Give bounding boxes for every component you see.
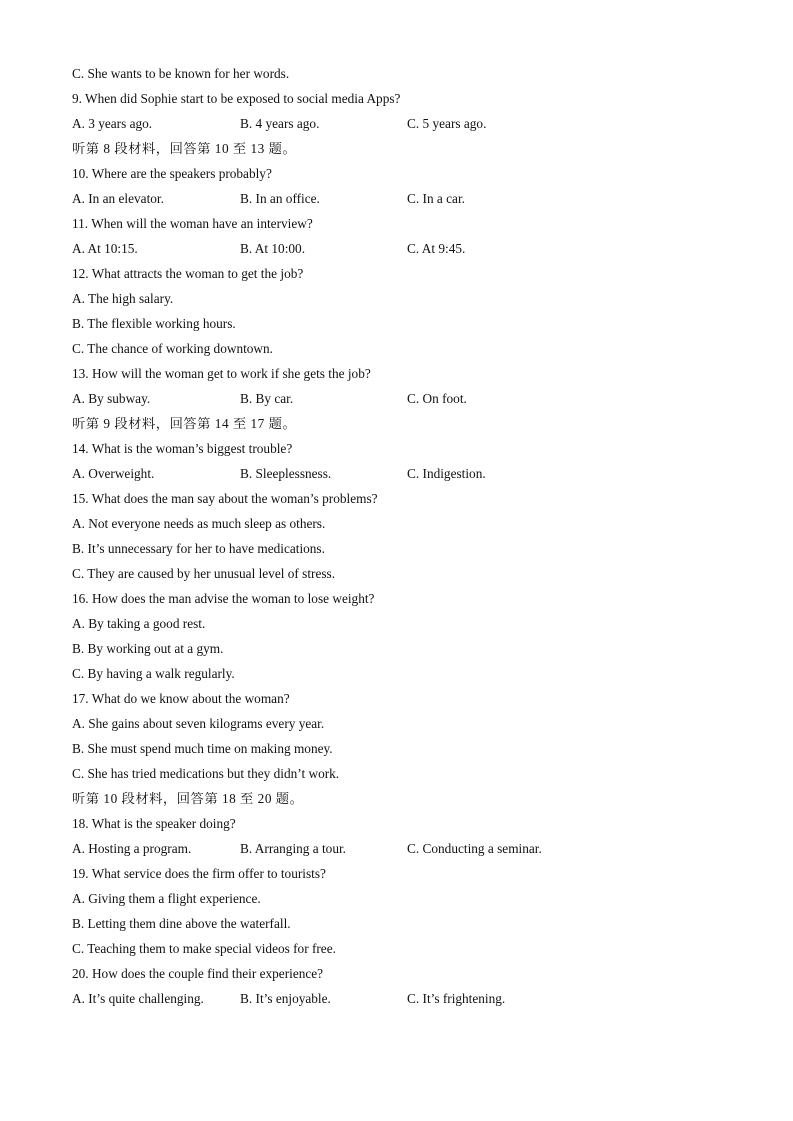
- answer-option: C. At 9:45.: [407, 241, 466, 256]
- question-text: 11. When will the woman have an interview?: [72, 216, 313, 231]
- answer-option: B. It’s unnecessary for her to have medications.: [72, 541, 325, 556]
- answer-option: C. It’s frightening.: [407, 991, 506, 1006]
- answer-option: C. 5 years ago.: [407, 116, 487, 131]
- answer-option: C. On foot.: [407, 391, 467, 406]
- answer-option: A. In an elevator.: [72, 191, 164, 206]
- answer-option: C. Conducting a seminar.: [407, 841, 542, 856]
- question-text: 14. What is the woman’s biggest trouble?: [72, 441, 293, 456]
- section-instruction: 听第 8 段材料，回答第 10 至 13 题。: [72, 141, 297, 156]
- question-text: 18. What is the speaker doing?: [72, 816, 236, 831]
- answer-option: C. Teaching them to make special videos for free.: [72, 941, 336, 956]
- option-row: [72, 239, 752, 264]
- answer-option: C. She has tried medications but they didn’t work.: [72, 766, 340, 781]
- question-text: 13. How will the woman get to work if she gets the job?: [72, 366, 371, 381]
- answer-option: A. At 10:15.: [72, 241, 138, 256]
- answer-option: B. By car.: [240, 391, 294, 406]
- answer-option: A. Not everyone needs as much sleep as others.: [72, 516, 326, 531]
- answer-option: C. Indigestion.: [407, 466, 486, 481]
- option-row: [72, 114, 752, 139]
- section-instruction: 听第 9 段材料，回答第 14 至 17 题。: [72, 416, 297, 431]
- option-row: [72, 389, 752, 414]
- section-instruction: 听第 10 段材料，回答第 18 至 20 题。: [72, 791, 304, 806]
- answer-option: B. Letting them dine above the waterfall.: [72, 916, 291, 931]
- question-text: 15. What does the man say about the woman’s problems?: [72, 491, 378, 506]
- option-row: [72, 839, 752, 864]
- answer-option: A. Overweight.: [72, 466, 155, 481]
- exam-page-content: [72, 64, 752, 1014]
- answer-option: A. Giving them a flight experience.: [72, 891, 261, 906]
- answer-option: B. The flexible working hours.: [72, 316, 236, 331]
- answer-option: B. In an office.: [240, 191, 320, 206]
- option-row: [72, 189, 752, 214]
- answer-option: B. She must spend much time on making money.: [72, 741, 333, 756]
- question-text: 16. How does the man advise the woman to lose weight?: [72, 591, 375, 606]
- answer-option: B. It’s enjoyable.: [240, 991, 331, 1006]
- answer-option: B. By working out at a gym.: [72, 641, 224, 656]
- answer-option: B. At 10:00.: [240, 241, 306, 256]
- answer-option: C. In a car.: [407, 191, 465, 206]
- question-text: 12. What attracts the woman to get the job?: [72, 266, 304, 281]
- question-text: 20. How does the couple find their experience?: [72, 966, 324, 981]
- answer-option: A. The high salary.: [72, 291, 174, 306]
- question-text: 19. What service does the firm offer to tourists?: [72, 866, 326, 881]
- answer-option: A. She gains about seven kilograms every year.: [72, 716, 325, 731]
- answer-option: A. It’s quite challenging.: [72, 991, 204, 1006]
- answer-option: A. By subway.: [72, 391, 151, 406]
- answer-option: C. By having a walk regularly.: [72, 666, 235, 681]
- question-text: 10. Where are the speakers probably?: [72, 166, 272, 181]
- option-row: [72, 989, 752, 1014]
- question-text: 9. When did Sophie start to be exposed to social media Apps?: [72, 91, 401, 106]
- answer-option: C. The chance of working downtown.: [72, 341, 274, 356]
- answer-option: A. 3 years ago.: [72, 116, 153, 131]
- answer-option: A. Hosting a program.: [72, 841, 192, 856]
- answer-option: B. 4 years ago.: [240, 116, 320, 131]
- answer-option: A. By taking a good rest.: [72, 616, 206, 631]
- question-text: 17. What do we know about the woman?: [72, 691, 290, 706]
- answer-option: B. Arranging a tour.: [240, 841, 346, 856]
- answer-option: B. Sleeplessness.: [240, 466, 332, 481]
- option-row: [72, 464, 752, 489]
- answer-option: C. She wants to be known for her words.: [72, 66, 290, 81]
- answer-option: C. They are caused by her unusual level of stress.: [72, 566, 336, 581]
